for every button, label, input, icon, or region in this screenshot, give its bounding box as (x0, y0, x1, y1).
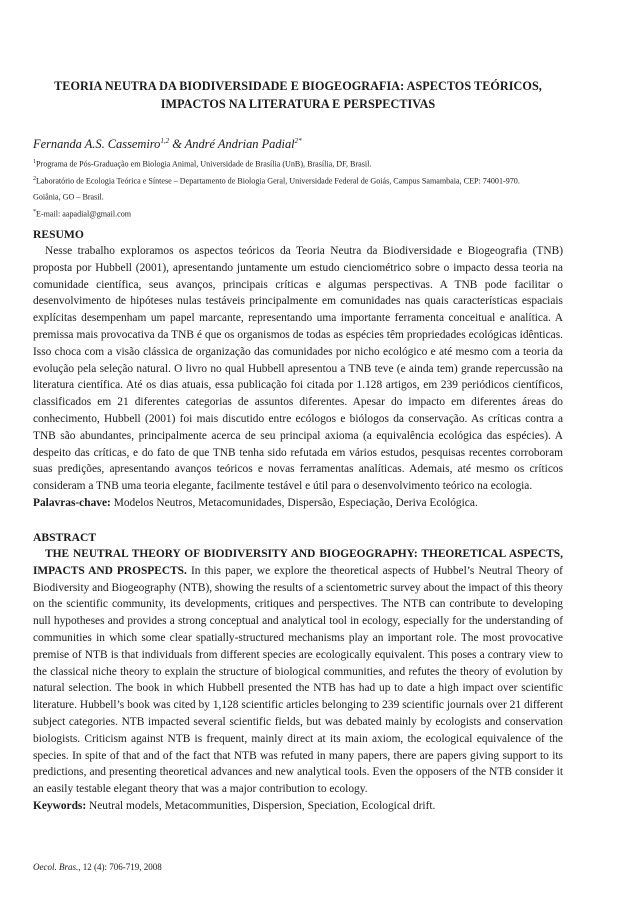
article-title: TEORIA NEUTRA DA BIODIVERSIDADE E BIOGEOGRAFIA: ASPECTOS TEÓRICOS, IMPACTOS NA LITERATURA E PERSPECTIVAS (54, 79, 542, 111)
affiliations (33, 155, 568, 222)
affiliation-line: Goiânia, GO – Brasil. (33, 193, 104, 203)
author-line (33, 134, 563, 152)
abstract-heading: ABSTRACT (33, 531, 97, 544)
resumo-heading: RESUMO (33, 228, 84, 241)
resumo-keywords: Palavras-chave: Modelos Neutros, Metacomunidades, Dispersão, Especiação, Deriva Ecológica. (33, 496, 478, 509)
author-separator: & (169, 137, 185, 152)
citation-info: , 12 (4): 706-719, 2008 (78, 862, 162, 872)
page-footer (33, 862, 162, 872)
author-name: Fernanda A.S. Cassemiro (33, 137, 161, 152)
resumo-body: Nesse trabalho exploramos os aspectos teóricos da Teoria Neutra da Biodiversidade e Biogeografia (TNB) proposta por Hubbell (2001), apresentando juntamente um estudo cienciométrico sobre o impacto dessa teoria na comunidade científica, seus avanços, principais críticas e algumas perspectivas. A TNB pode facilitar o desenvolvimento de hipóteses nulas testáveis principalmente em comunidades nas quais características espaciais explícitas desempenham um papel marcante, representando uma importante ferramenta conceitual e analítica. A premissa mais provocativa da TNB é que os organismos de todas as espécies têm propriedades ecológicas idênticas. Isso choca com a visão clássica de organização das comunidades por nicho ecológico e até mesmo com a teoria da evolução pela seleção natural. O livro no qual Hubbell apresentou a TNB teve (e ainda tem) grande repercussão na literatura científica. Até os dias atuais, essa publicação foi citada por 1.128 artigos, em 239 periódicos científicos, classificados em 21 diferentes categorias de assuntos diferentes. Apesar do impacto em diferentes áreas do conhecimento, Hubbell (2001) foi mais discutido entre ecólogos e biólogos da conservação. As críticas contra a TNB são abundantes, principalmente acerca de seu principal axioma (a equivalência ecológica das espécies). A despeito das críticas, e do fato de que TNB tenha sido refutada em vários estudos, pesquisas recentes corroboram suas predições, apresentando avanços teóricos e novas ferramentas analíticas. Ademais, até mesmo os críticos consideram a TNB uma teoria elegante, facilmente testável e útil para o desenvolvimento teórico na ecologia. (33, 245, 563, 493)
author-name: André Andrian Padial (184, 137, 295, 152)
author-affil-sup: 1,2 (160, 137, 170, 145)
abstract-keywords: Keywords: Neutral models, Metacommunities, Dispersion, Speciation, Ecological drift. (33, 799, 436, 812)
author-affil-sup: 2* (294, 137, 302, 145)
affiliation-line: $^1$Programa de Pós-Graduação em Biologia Animal, Universidade de Brasília (UnB), Brasília, DF, Brasil. (33, 159, 372, 169)
abstract-section (33, 530, 563, 815)
affiliation-line: $^2$Laboratório de Ecologia Teórica e Síntese – Departamento de Biologia Geral, Universidade Federal de Goiás, Campus Samambaia, CEP: 74001-970. (33, 175, 520, 186)
email-line: *E-mail: aapadial@gmail.com (33, 209, 132, 219)
abstract-title: THE NEUTRAL THEORY OF BIODIVERSITY AND BIOGEOGRAPHY: THEORETICAL ASPECTS, IMPACTS AND PROSPECTS. (33, 548, 563, 577)
abstract-body: THE NEUTRAL THEORY OF BIODIVERSITY AND BIOGEOGRAPHY: THEORETICAL ASPECTS, IMPACTS AND PROSPECTS. In this paper, we explore the theoretical aspects of Hubbel’s Neutral Theory of Biodiversity and Biogeography (NTB), showing the results of a scientometric survey about the impact of this theory on the scientific community, its developments, critiques and perspectives. The NTB can contribute to developing null hypotheses and provides a strong conceptual and analytical tool in ecology, especially for the understanding of communities in which some clear spatially-structured mechanisms play an important role. The most provocative premise of NTB is that individuals from different species are ecologically equivalent. This poses a contrary view to the classical niche theory to explain the structure of biological communities, and refutes the theory of evolution by natural selection. The book in which Hubbell presented the NTB has had up to date a high impact over scientific literature. Hubbell’s book was cited by 1,128 scientific articles belonging to 239 scientific journals over 21 different subject categories. NTB impacted several scientific fields, but was debated mainly by ecologists and conservation biologists. Criticism against NTB is frequent, mainly direct at its main axiom, the ecological equivalence of the species. In spite of that and of the fact that NTB was refuted in many papers, there are papers giving support to its predictions, and presenting theoretical advances and new analytical tools. Even the opposers of the NTB consider it an easily testable elegant theory that was a major contribution to ecology. (33, 548, 563, 796)
resumo-section (33, 227, 563, 512)
journal-name: Oecol. Bras. (33, 862, 79, 872)
